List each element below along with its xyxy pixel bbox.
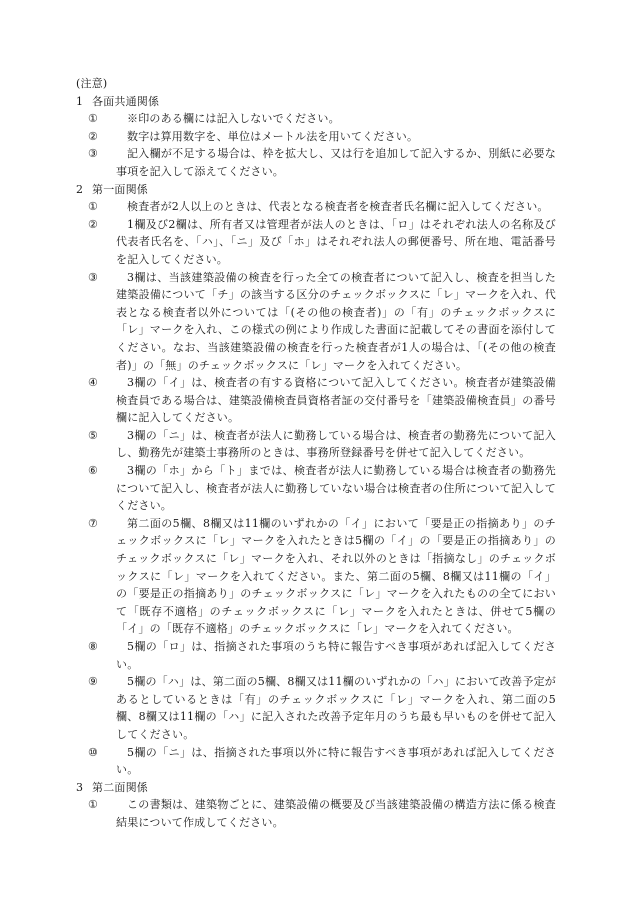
list-item bbox=[76, 110, 556, 128]
item-mark: ⑦ bbox=[88, 516, 99, 530]
item-mark: ① bbox=[88, 200, 99, 214]
section-title bbox=[76, 181, 556, 199]
section-title-text: 第一面関係 bbox=[92, 182, 148, 196]
list-item bbox=[76, 427, 556, 462]
section-number: 2 bbox=[76, 182, 84, 196]
item-mark: ⑨ bbox=[88, 675, 99, 689]
section-2 bbox=[76, 181, 556, 779]
section-number: 3 bbox=[76, 780, 84, 794]
list-item bbox=[76, 374, 556, 427]
section-1 bbox=[76, 93, 556, 181]
item-text: 検査者が2人以上のときは、代表となる検査者を検査者氏名欄に記入してください。 bbox=[127, 200, 549, 214]
item-mark: ⑩ bbox=[88, 745, 99, 759]
list-item bbox=[76, 216, 556, 269]
item-mark: ③ bbox=[88, 270, 99, 284]
item-text: 3欄は、当該建築設備の検査を行った全ての検査者について記入し、検査を担当した建築設備について「チ」の該当する区分のチェックボックスに「レ」マークを入れ、代表となる検査者以外については「(その他の検査者)」の「有」のチェックボックスに「レ」マークを入れ、この様式の例により作成した書面に記載してその書面を添付してください。なお、当該建築設備の検査を行った検査者が1人の場合は、「(その他の検査者)」の「無」のチェックボックスに「レ」マークを入れてください。 bbox=[116, 270, 556, 372]
item-text: 5欄の「ハ」は、第二面の5欄、8欄又は11欄のいずれかの「ハ」において改善予定があるとしているときは「有」のチェックボックスに「レ」マークを入れ、第二面の5欄、8欄又は11欄の「ハ」に記入された改善予定年月のうち最も早いものを併せて記入してください。 bbox=[116, 675, 556, 741]
item-mark: ④ bbox=[88, 376, 99, 390]
item-mark: ② bbox=[88, 217, 99, 231]
list-item bbox=[76, 198, 556, 216]
item-mark: ① bbox=[88, 112, 99, 126]
item-mark: ⑥ bbox=[88, 464, 99, 478]
item-mark: ⑤ bbox=[88, 428, 99, 442]
item-text: 5欄の「ロ」は、指摘された事項のうち特に報告すべき事項があれば記入してください。 bbox=[116, 640, 556, 671]
list-item bbox=[76, 744, 556, 779]
list-item bbox=[76, 462, 556, 515]
item-text: 数字は算用数字を、単位はメートル法を用いてください。 bbox=[127, 129, 419, 143]
list-item bbox=[76, 673, 556, 743]
item-mark: ⑧ bbox=[88, 640, 99, 653]
item-mark: ② bbox=[88, 129, 99, 143]
item-mark: ③ bbox=[88, 147, 99, 161]
section-title bbox=[76, 779, 556, 797]
item-text: 3欄の「ニ」は、検査者が法人に勤務している場合は、検査者の勤務先について記入し、勤務先が建築士事務所のときは、事務所登録番号を併せて記入してください。 bbox=[116, 428, 556, 460]
item-text: 第二面の5欄、8欄又は11欄のいずれかの「イ」において「要是正の指摘あり」のチェックボックスに「レ」マークを入れたときは5欄の「イ」の「要是正の指摘あり」のチェックボックスに「レ」マークを入れ、それ以外のときは「指摘なし」のチェックボックスに「レ」マークを入れてください。また、第二面の5欄、8欄又は11欄の「イ」の「要是正の指摘あり」のチェックボックスに「レ」マークを入れたものの全てにおいて「既存不適格」のチェックボックスに「レ」マークを入れたときは、併せて5欄の「イ」の「既存不適格」のチェックボックスに「レ」マークを入れてください。 bbox=[116, 516, 556, 636]
list-item bbox=[76, 515, 556, 638]
section-title-text: 第二面関係 bbox=[92, 780, 148, 794]
item-text: 1欄及び2欄は、所有者又は管理者が法人のときは、「ロ」はそれぞれ法人の名称及び代表者氏名を、「ハ」、「ニ」及び「ホ」はそれぞれ法人の郵便番号、所在地、電話番号を記入してください。 bbox=[116, 217, 556, 266]
section-number: 1 bbox=[76, 94, 84, 108]
section-title bbox=[76, 93, 556, 111]
item-text: 記入欄が不足する場合は、枠を拡大し、又は行を追加して記入するか、別紙に必要な事項を記入して添えてください。 bbox=[116, 147, 556, 178]
item-text: 5欄の「ニ」は、指摘された事項以外に特に報告すべき事項があれば記入してください。 bbox=[116, 745, 556, 777]
item-text: この書類は、建築物ごとに、建築設備の概要及び当該建築設備の構造方法に係る検査結果について作成してください。 bbox=[116, 798, 556, 829]
list-item bbox=[76, 269, 556, 375]
item-text: 3欄の「イ」は、検査者の有する資格について記入してください。検査者が建築設備検査員である場合は、建築設備検査員資格者証の交付番号を「建築設備検査員」の番号欄に記入してください。 bbox=[116, 376, 556, 425]
item-text: ※印のある欄には記入しないでください。 bbox=[127, 112, 340, 126]
item-text: 3欄の「ホ」から「ト」までは、検査者が法人に勤務している場合は検査者の勤務先について記入し、検査者が法人に勤務していない場合は検査者の住所について記入してください。 bbox=[116, 464, 556, 513]
list-item bbox=[76, 638, 556, 673]
list-item bbox=[76, 145, 556, 180]
item-mark: ① bbox=[88, 798, 99, 812]
document-page bbox=[76, 75, 556, 832]
section-3 bbox=[76, 779, 556, 832]
section-title-text: 各面共通関係 bbox=[92, 94, 160, 108]
list-item bbox=[76, 796, 556, 831]
notes-heading: (注意) bbox=[76, 77, 108, 90]
list-item bbox=[76, 128, 556, 146]
